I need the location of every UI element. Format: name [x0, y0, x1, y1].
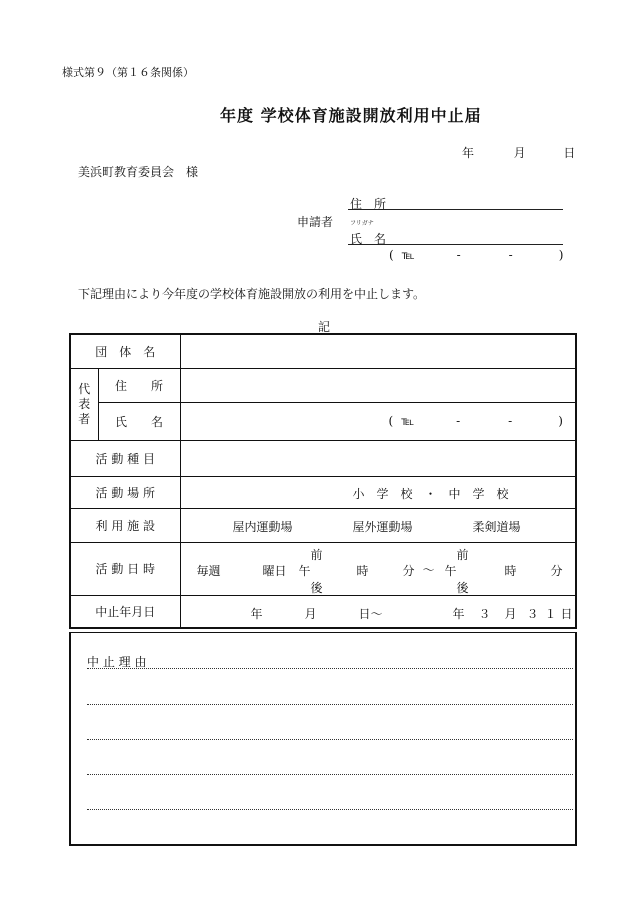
- rep-address-field[interactable]: [180, 368, 576, 402]
- time-noon: 午: [298, 563, 311, 578]
- ki-label: 記: [318, 320, 331, 334]
- applicant-label: 申請者: [297, 215, 334, 229]
- school-options[interactable]: 小 学 校 ・ 中 学 校: [352, 486, 509, 501]
- time-weekly: 毎週: [196, 563, 221, 578]
- tel-icon: ℡: [401, 248, 415, 262]
- stop-year-2: 年: [452, 606, 465, 621]
- tel-close-paren: ): [558, 248, 564, 262]
- facility-field: [180, 508, 576, 542]
- reason-line[interactable]: [87, 704, 573, 705]
- activity-type-label: 活 動 種 目: [70, 440, 180, 476]
- tel-icon: ℡: [401, 413, 415, 428]
- tel-dash: -: [456, 248, 461, 262]
- tel-open-paren: (: [388, 413, 394, 428]
- reason-line[interactable]: [87, 668, 573, 669]
- tel-dash: -: [456, 413, 461, 428]
- row-activity-place: [70, 476, 576, 508]
- applicant-address-field[interactable]: [348, 209, 563, 210]
- rep-char: 者: [78, 411, 91, 426]
- furigana-label: フリガナ: [350, 220, 374, 227]
- group-name-field[interactable]: [180, 334, 576, 368]
- reason-line[interactable]: [87, 774, 573, 775]
- representative-label: [70, 368, 98, 440]
- submission-date: [462, 144, 575, 161]
- time-pm: 後: [310, 580, 323, 595]
- time-minute: 分: [402, 563, 415, 578]
- time-pm-2: 後: [456, 580, 469, 595]
- reason-line[interactable]: [87, 739, 573, 740]
- rep-char: 代: [78, 381, 91, 396]
- facility-option-martial-arts[interactable]: 柔剣道場: [472, 519, 521, 534]
- intro-text: 下記理由により今年度の学校体育施設開放の利用を中止します。: [78, 287, 426, 301]
- reason-box[interactable]: [69, 632, 577, 846]
- activity-time-label: 活 動 日 時: [70, 542, 180, 595]
- tel-open-paren: (: [389, 248, 394, 262]
- form-table: [69, 333, 577, 629]
- page-title: 年度 学校体育施設開放利用中止届: [220, 106, 482, 125]
- facility-option-outdoor[interactable]: 屋外運動場: [352, 519, 413, 534]
- row-facility: [70, 508, 576, 542]
- applicant-name-label: 氏 名: [350, 232, 387, 246]
- group-name-label: 団 体 名: [70, 334, 180, 368]
- stop-date-field[interactable]: [180, 595, 576, 628]
- time-hour: 時: [356, 563, 369, 578]
- tel-dash: -: [508, 248, 513, 262]
- rep-name-label: 氏 名: [98, 402, 180, 440]
- activity-place-label: 活 動 場 所: [70, 476, 180, 508]
- rep-char: 表: [78, 396, 91, 411]
- row-stop-date: [70, 595, 576, 628]
- time-am: 前: [310, 547, 323, 562]
- stop-year: 年: [250, 606, 263, 621]
- row-rep-name: [70, 402, 576, 440]
- activity-place-field[interactable]: [180, 476, 576, 508]
- time-weekday: 曜日: [262, 563, 287, 578]
- row-activity-type: [70, 440, 576, 476]
- tel-close-paren: ): [558, 413, 563, 428]
- stop-day-2: 日: [560, 606, 573, 621]
- facility-option-indoor[interactable]: 屋内運動場: [232, 519, 293, 534]
- date-year: 年: [462, 146, 475, 160]
- applicant-tel[interactable]: [389, 248, 563, 262]
- rep-name-field[interactable]: [180, 402, 576, 440]
- facility-label: 利 用 施 設: [70, 508, 180, 542]
- reason-line[interactable]: [87, 809, 573, 810]
- time-tilde: 〜: [422, 562, 435, 577]
- applicant-address-label: 住 所: [350, 197, 387, 211]
- activity-time-field[interactable]: [180, 542, 576, 595]
- rep-address-label: 住 所: [98, 368, 180, 402]
- stop-date-label: 中止年月日: [70, 595, 180, 628]
- time-am-2: 前: [456, 547, 469, 562]
- form-number: 様式第９（第１６条関係）: [62, 66, 194, 79]
- date-month: 月: [513, 146, 526, 160]
- tel-dash: -: [508, 413, 513, 428]
- time-minute-2: 分: [550, 563, 563, 578]
- stop-month: 月: [304, 606, 317, 621]
- rep-tel[interactable]: [389, 414, 563, 428]
- stop-month-2: 月: [504, 606, 517, 621]
- applicant-name-field[interactable]: [348, 244, 563, 245]
- row-activity-time: [70, 542, 576, 595]
- recipient: 美浜町教育委員会 様: [78, 165, 199, 179]
- stop-end-month: ３: [478, 606, 491, 621]
- row-rep-address: [70, 368, 576, 402]
- stop-end-day: ３１: [526, 606, 563, 621]
- stop-day-tilde: 日〜: [358, 606, 383, 621]
- time-hour-2: 時: [504, 563, 517, 578]
- time-noon-2: 午: [444, 563, 457, 578]
- activity-type-field[interactable]: [180, 440, 576, 476]
- row-group-name: [70, 334, 576, 368]
- date-day: 日: [563, 146, 576, 160]
- reason-label: 中 止 理 由: [87, 655, 147, 669]
